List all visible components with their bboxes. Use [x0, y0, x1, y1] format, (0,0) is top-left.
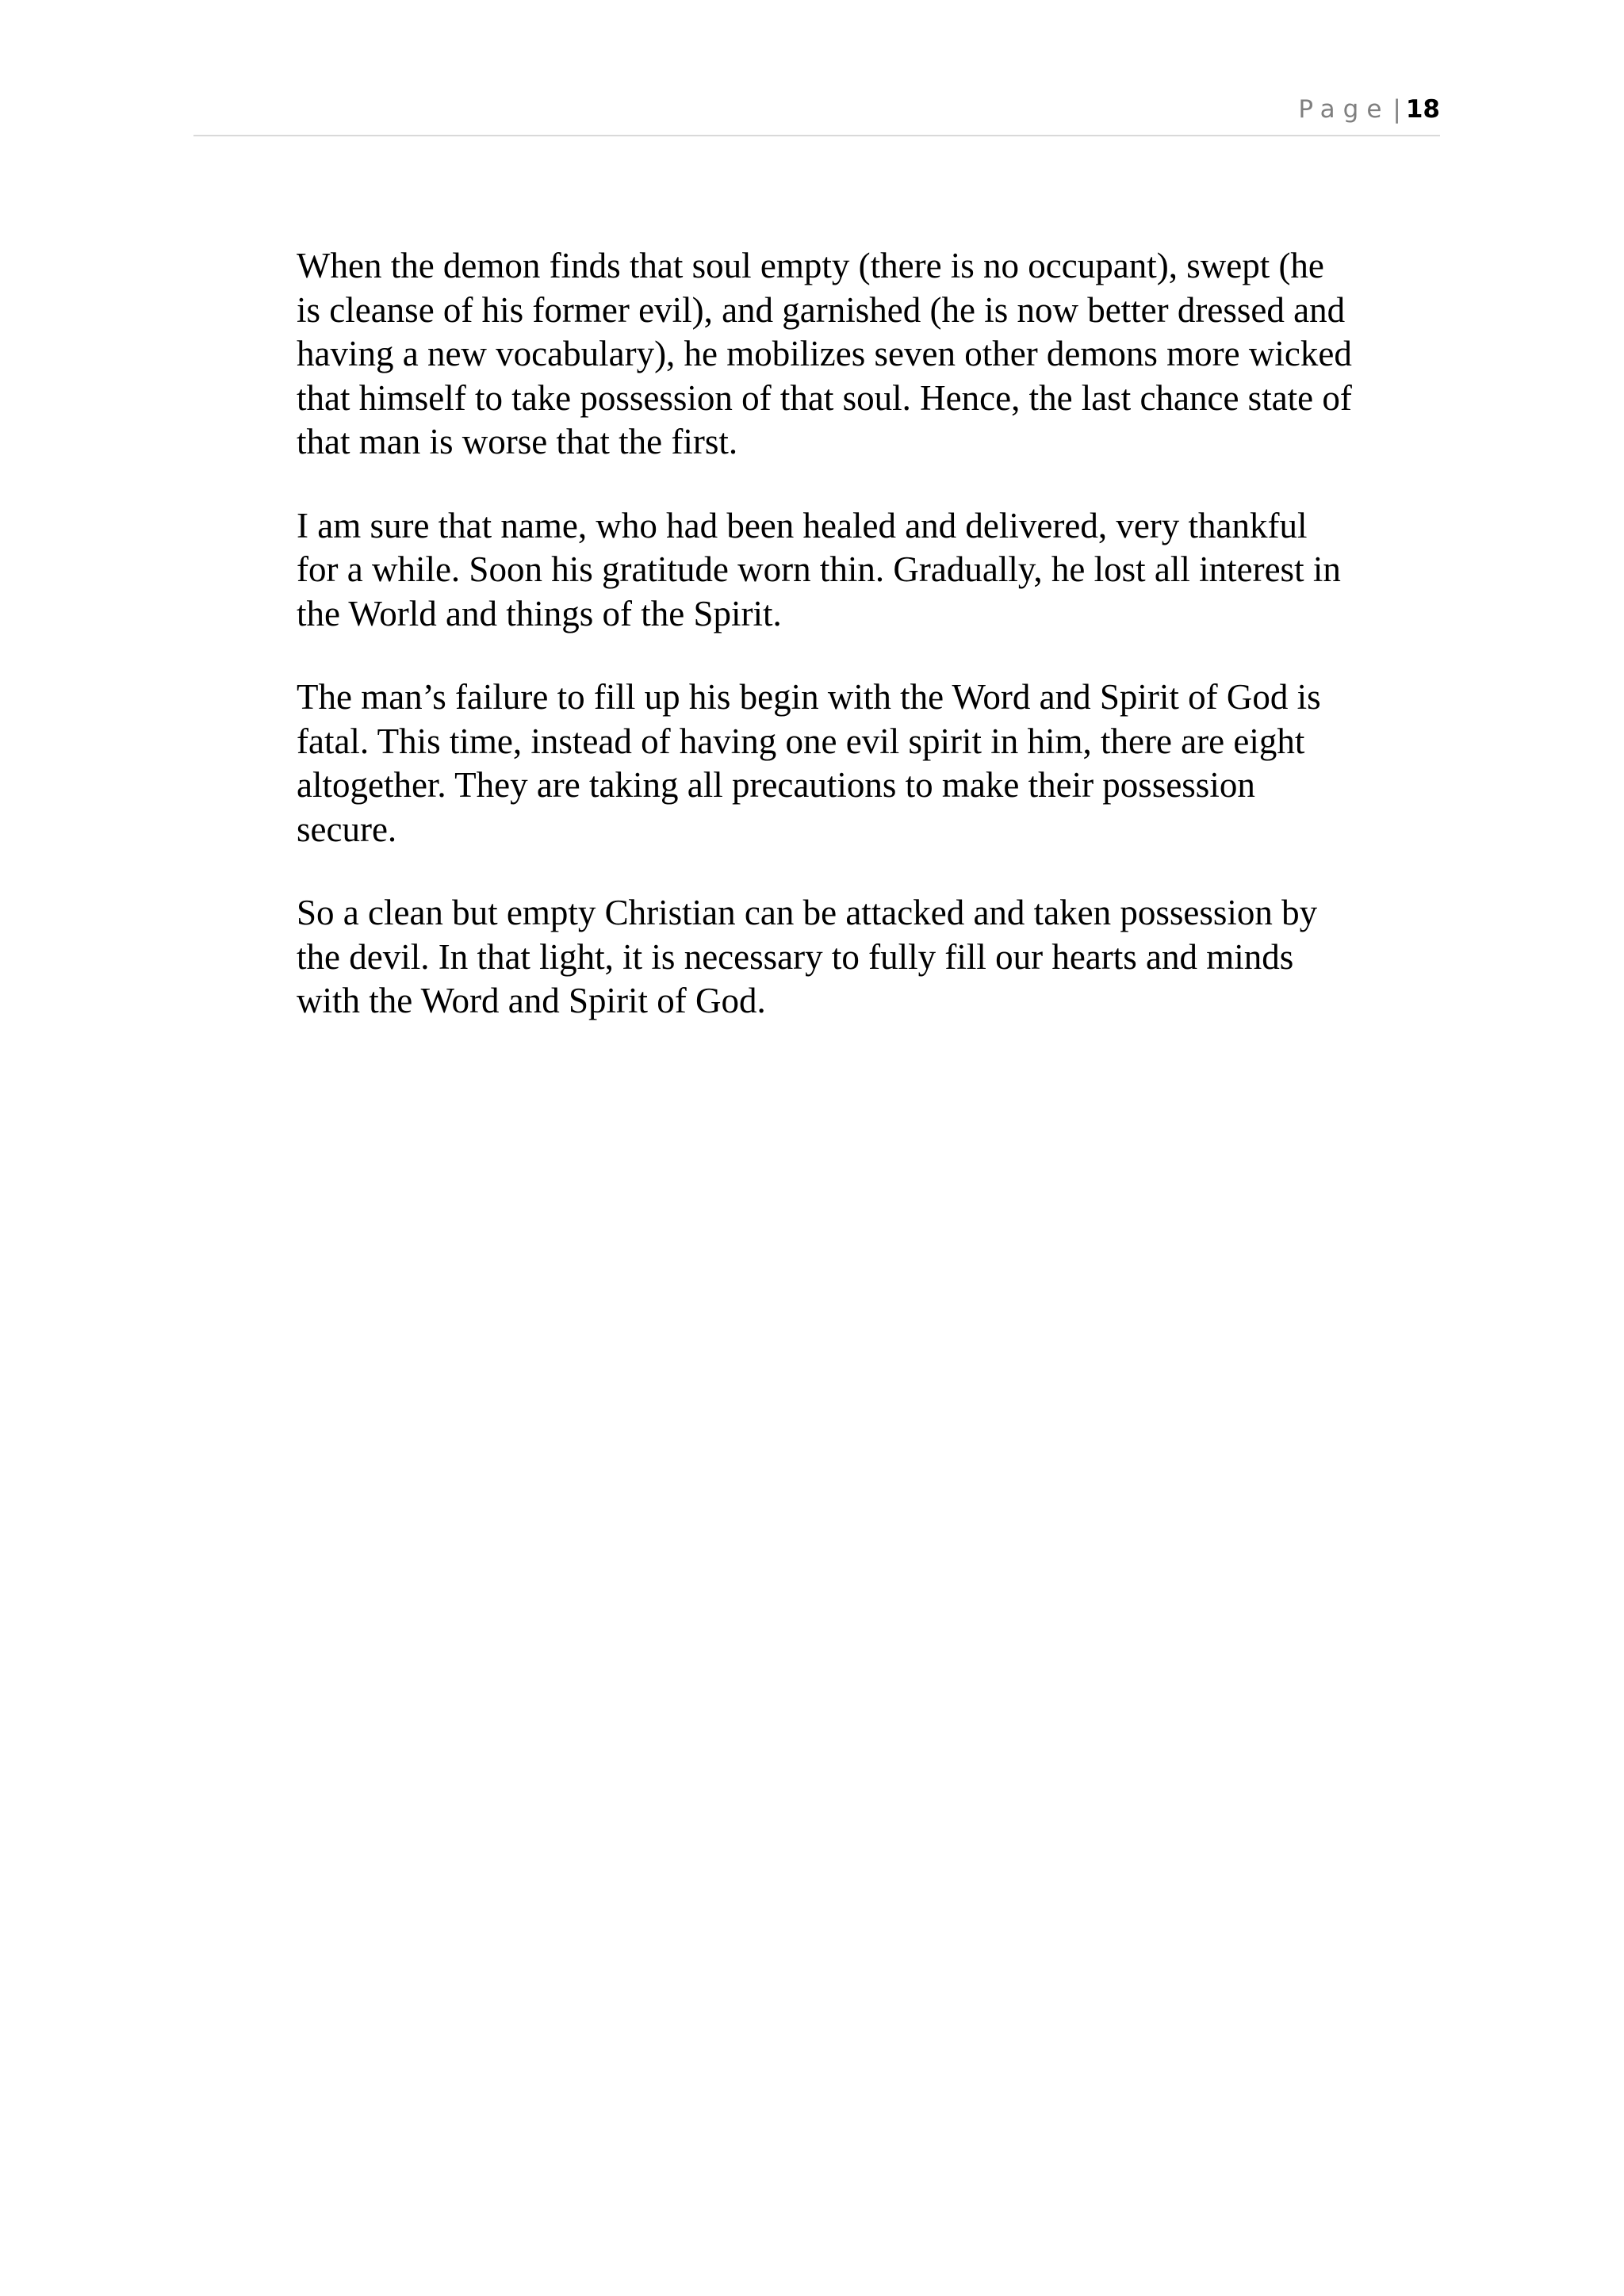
line: So a clean but empty Christian can be attacked and taken possession by	[297, 893, 1318, 932]
line: secure.	[297, 809, 397, 849]
paragraph-1	[297, 244, 1446, 465]
page-number: 18	[1405, 95, 1440, 124]
line: When the demon finds that soul empty (there is no occupant), swept (he	[297, 246, 1324, 285]
paragraph-2	[297, 504, 1446, 637]
line: that himself to take possession of that soul. Hence, the last chance state of	[297, 377, 1352, 418]
page-header	[193, 86, 1440, 136]
line: that man is worse that the first.	[297, 422, 738, 461]
page-number-label	[1298, 94, 1440, 125]
line: the devil. In that light, it is necessary to fully fill our hearts and minds	[297, 936, 1294, 977]
line: altogether. They are taking all precautions to make their possession	[297, 765, 1255, 805]
body-text	[297, 244, 1446, 1063]
page-label: Page	[1298, 95, 1390, 124]
line: I am sure that name, who had been healed and delivered, very thankful	[297, 505, 1308, 545]
paragraph-3	[297, 675, 1446, 851]
line: is cleanse of his former evil), and garnished (he is now better dressed and	[297, 289, 1346, 330]
line: having a new vocabulary), he mobilizes seven other demons more wicked	[297, 334, 1352, 373]
line: for a while. Soon his gratitude worn thin. Gradually, he lost all interest in	[297, 549, 1341, 589]
line: with the Word and Spirit of God.	[297, 981, 766, 1020]
paragraph-4	[297, 891, 1446, 1024]
line: the World and things of the Spirit.	[297, 593, 782, 633]
line: fatal. This time, instead of having one evil spirit in him, there are eight	[297, 721, 1305, 761]
page-separator: |	[1392, 95, 1401, 124]
line: The man’s failure to fill up his begin with the Word and Spirit of God is	[297, 677, 1321, 717]
